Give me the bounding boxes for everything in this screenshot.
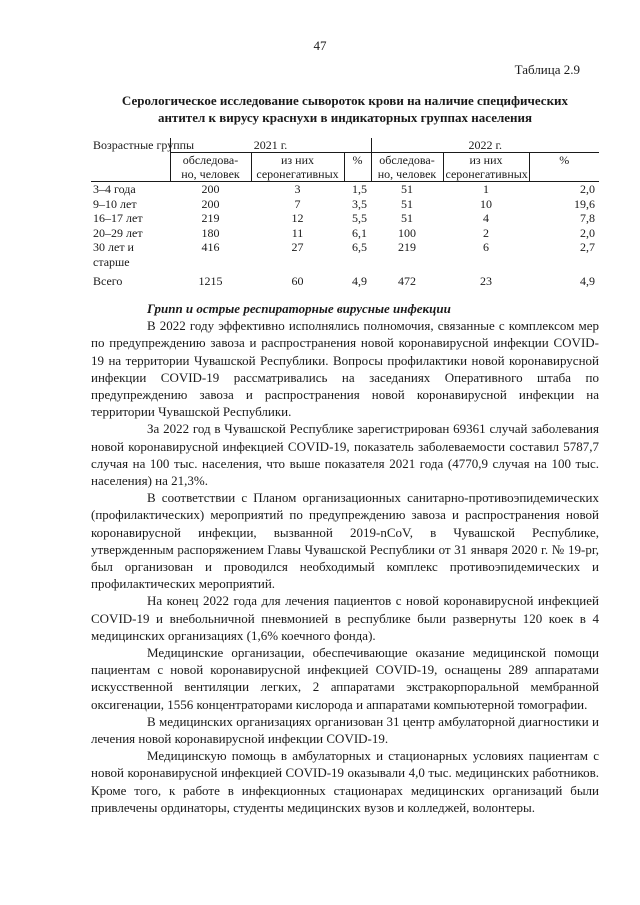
cell-group: 30 лет и старше bbox=[93, 240, 134, 269]
section-heading: Грипп и острые респираторные вирусные инфекции bbox=[147, 301, 451, 316]
cell-seronegative-2021: 27 bbox=[291, 240, 304, 254]
paragraph: В 2022 году эффективно исполнялись полномочия, связанные с комплексом мер по предупреждению завоза и распространения новой коронавирусной инфекции COVID-19 на территории Чувашской Республики. Вопросы профилактики новой коронавирусной инфекции COVID-19 рассматривались на заседаниях Оперативного штаба по предупреждению завоза и распространения новой коронавирусной инфекции на территории Чувашской Республики. bbox=[91, 318, 599, 420]
header-seronegative-2021: из них серонегативных bbox=[251, 153, 344, 182]
cell-seronegative-2021: 7 bbox=[294, 196, 301, 211]
paragraph: За 2022 год в Чувашской Республике зарегистрирован 69361 случай заболевания новой коронавирусной инфекцией COVID-19, показатель заболеваемости составил 5787,7 случая на 100 тыс. населения, что выше показателя 2021 года (4770,9 случая на 100 тыс. населения) на 21,3%. bbox=[91, 421, 599, 489]
table-row bbox=[91, 240, 599, 269]
table-row bbox=[91, 211, 599, 226]
table-title-line-1: Серологическое исследование сывороток крови на наличие специфических bbox=[121, 93, 569, 108]
table-row bbox=[91, 182, 599, 197]
cell-group: 16–17 лет bbox=[93, 211, 143, 225]
cell-seronegative-2021: 12 bbox=[291, 211, 304, 225]
paragraph: В соответствии с Планом организационных санитарно-противоэпидемических (профилактических) мероприятий по предупреждению завоза и распространения новой коронавирусной инфекции, вызванной 2019-nCoV, в Чувашской Республике, утвержденным распоряжением Главы Чувашской Республики от 31 января 2020 г. № 19-рг, был организован и проводился необходимый комплекс противоэпидемических и профилактических мероприятий. bbox=[91, 490, 599, 592]
cell-examined-2021: 1215 bbox=[198, 274, 223, 288]
paragraph: Медицинские организации, обеспечивающие оказание медицинской помощи пациентам с новой коронавирусной инфекцией COVID-19, оснащены 289 аппаратами искусственной вентиляции легких, 2 аппаратами экстракорпоральной мембранной оксигенации, 1556 концентраторами кислорода и аппаратами компьютерной томографии. bbox=[91, 645, 599, 712]
table-row bbox=[91, 226, 599, 241]
cell-percent-2021: 4,9 bbox=[352, 274, 367, 288]
paragraph: В медицинских организациях организован 31 центр амбулаторной диагностики и лечения новой коронавирусной инфекции COVID-19. bbox=[91, 713, 599, 747]
cell-examined-2022: 472 bbox=[398, 274, 416, 288]
cell-examined-2022: 51 bbox=[401, 182, 413, 196]
paragraph: На конец 2022 года для лечения пациентов с новой коронавирусной инфекцией COVID-19 и внебольничной пневмонией в республике были развернуты 120 коек в 4 медицинских организациях (1,6% коечного фонда). bbox=[91, 593, 599, 643]
page-number: 47 bbox=[313, 38, 327, 53]
header-percent-2021: % bbox=[344, 153, 371, 182]
cell-percent-2021: 5,5 bbox=[352, 211, 367, 225]
header-examined-2021: обследова- но, человек bbox=[170, 153, 251, 182]
cell-percent-2021: 1,5 bbox=[352, 182, 367, 196]
cell-percent-2022: 2,0 bbox=[580, 182, 596, 196]
cell-group: Всего bbox=[93, 274, 123, 288]
cell-seronegative-2022: 10 bbox=[480, 196, 492, 211]
table-label: Таблица 2.9 bbox=[514, 62, 580, 77]
header-year-2022: 2022 г. bbox=[371, 138, 599, 153]
cell-percent-2022: 2,0 bbox=[580, 225, 596, 240]
cell-seronegative-2022: 6 bbox=[483, 240, 489, 254]
cell-examined-2021: 200 bbox=[201, 196, 220, 211]
header-examined-2022: обследова- но, человек bbox=[371, 153, 443, 182]
cell-percent-2022: 4,9 bbox=[580, 274, 596, 288]
cell-examined-2022: 100 bbox=[398, 225, 416, 240]
serology-table bbox=[91, 138, 599, 289]
header-percent-2022: % bbox=[529, 153, 599, 182]
cell-percent-2021: 3,5 bbox=[352, 196, 367, 211]
table-title-line-2: антител к вирусу краснухи в индикаторных группах населения bbox=[157, 110, 533, 125]
cell-group: 9–10 лет bbox=[93, 196, 137, 211]
cell-percent-2022: 19,6 bbox=[574, 196, 596, 211]
cell-seronegative-2022: 23 bbox=[480, 274, 492, 288]
header-year-2021: 2021 г. bbox=[170, 138, 371, 153]
header-seronegative-2022: из них серонегативных bbox=[443, 153, 529, 182]
cell-seronegative-2022: 1 bbox=[483, 182, 489, 196]
cell-examined-2021: 180 bbox=[201, 225, 220, 240]
cell-seronegative-2021: 11 bbox=[291, 225, 304, 240]
paragraph: Медицинскую помощь в амбулаторных и стационарных условиях пациентам с новой коронавирусной инфекцией COVID-19 оказывали 4,0 тыс. медицинских работников. Кроме того, к работе в инфекционных стационарах медицинских организаций были привлечены ординаторы, студенты медицинских вузов и колледжей, волонтеры. bbox=[91, 748, 599, 815]
cell-group: 3–4 года bbox=[93, 182, 136, 196]
cell-seronegative-2021: 3 bbox=[294, 182, 301, 196]
cell-group: 20–29 лет bbox=[93, 225, 143, 240]
cell-percent-2021: 6,5 bbox=[352, 240, 367, 254]
cell-examined-2021: 200 bbox=[201, 182, 220, 196]
cell-examined-2022: 219 bbox=[398, 240, 416, 254]
body-text bbox=[91, 300, 599, 816]
cell-percent-2021: 6,1 bbox=[352, 225, 367, 240]
cell-examined-2021: 416 bbox=[201, 240, 220, 254]
cell-seronegative-2022: 2 bbox=[483, 225, 489, 240]
cell-examined-2022: 51 bbox=[401, 196, 413, 211]
cell-seronegative-2022: 4 bbox=[483, 211, 489, 225]
cell-percent-2022: 2,7 bbox=[580, 240, 596, 254]
cell-examined-2021: 219 bbox=[201, 211, 220, 225]
cell-examined-2022: 51 bbox=[401, 211, 413, 225]
cell-percent-2022: 7,8 bbox=[580, 211, 596, 225]
table-title bbox=[90, 92, 600, 126]
cell-seronegative-2021: 60 bbox=[291, 274, 304, 288]
table-row bbox=[91, 197, 599, 212]
header-age-groups: Возрастные группы bbox=[91, 138, 170, 182]
table-row-total bbox=[91, 269, 599, 289]
